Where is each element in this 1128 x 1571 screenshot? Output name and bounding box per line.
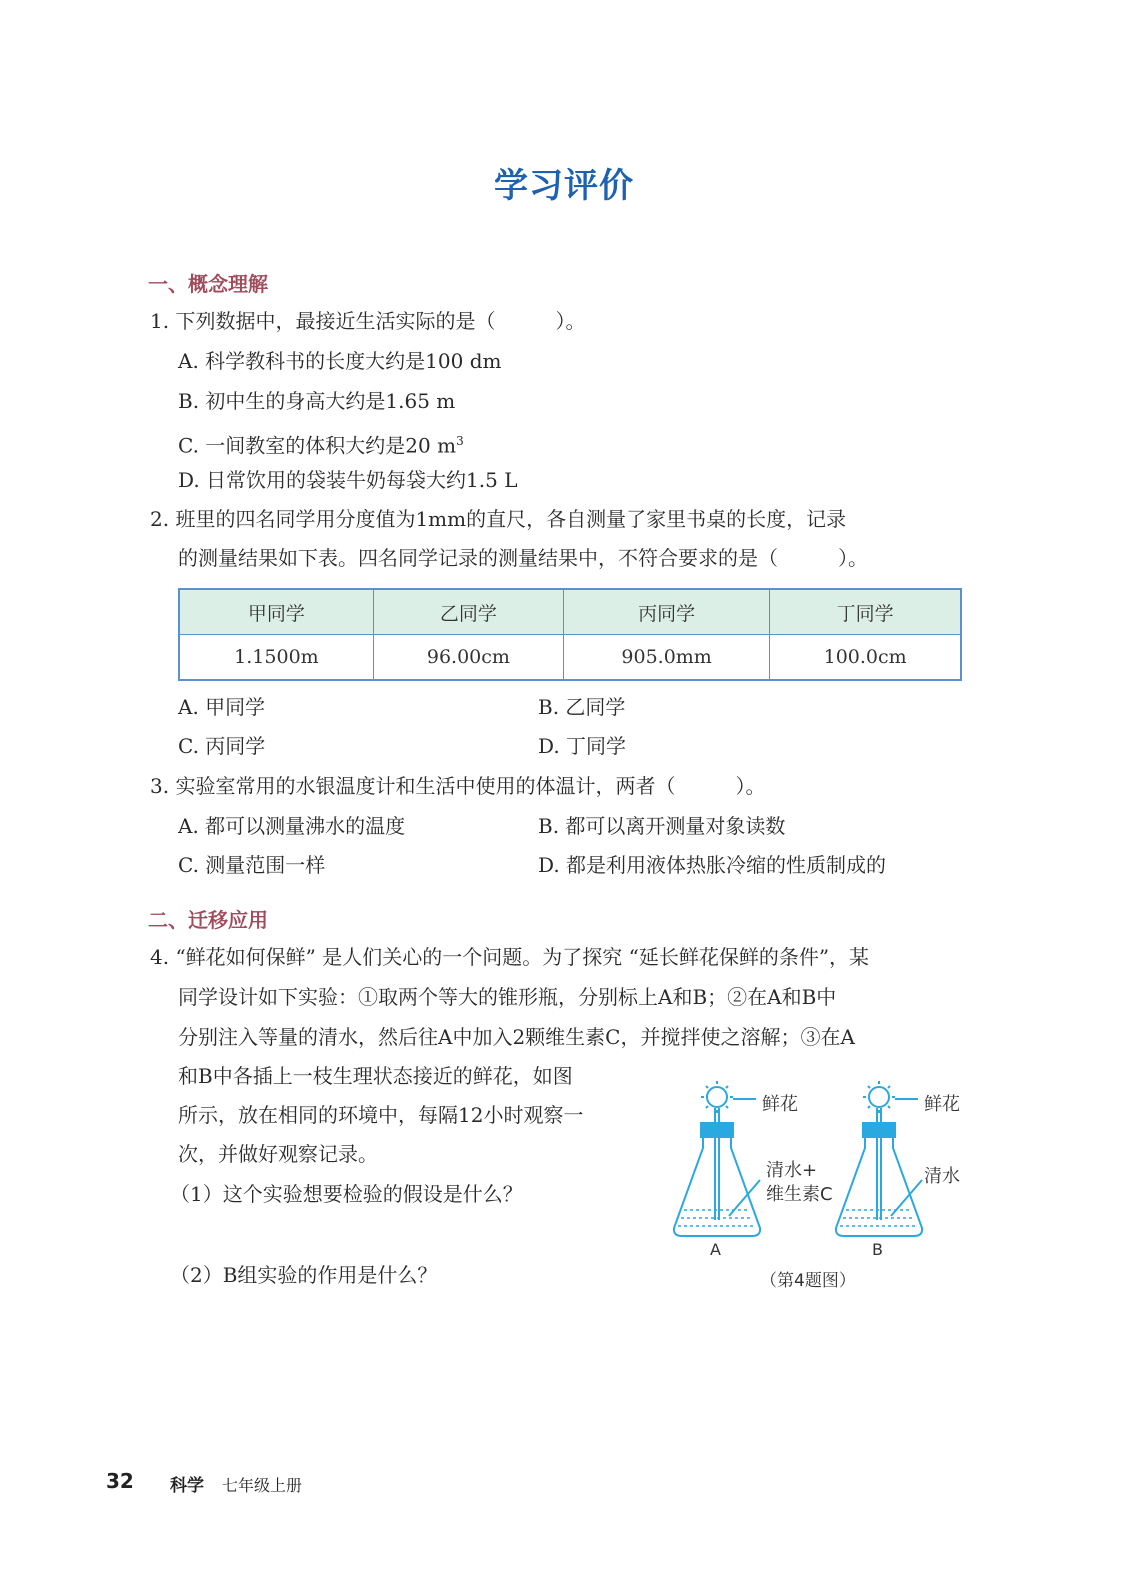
q4-sub1: （1）这个实验想要检验的假设是什么？: [170, 1182, 523, 1206]
q4-line3: 分别注入等量的清水，然后往A中加入2颗维生素C，并搅拌使之溶解；③在A: [178, 1025, 855, 1049]
footer-grade: 七年级上册: [222, 1476, 303, 1495]
q4-sub2: （2）B组实验的作用是什么？: [170, 1263, 438, 1287]
table-cell: 100.0cm: [770, 635, 961, 681]
table-cell: 1.1500m: [179, 635, 373, 681]
q4-line2: 同学设计如下实验：①取两个等大的锥形瓶，分别标上A和B；②在A和B中: [178, 985, 837, 1009]
figure-label-liquid-a-1: 清水+: [766, 1160, 818, 1181]
table-cell: 96.00cm: [373, 635, 563, 681]
q4-line6: 次，并做好观察记录。: [178, 1142, 378, 1166]
q2-stem-line1: 2. 班里的四名同学用分度值为1mm的直尺，各自测量了家里书桌的长度，记录: [150, 507, 847, 531]
figure-label-flower-b: 鲜花: [924, 1094, 960, 1115]
page-number: 32: [106, 1469, 134, 1493]
figure-label-flower-a: 鲜花: [762, 1094, 798, 1115]
q1-option-c-text: C. 一间教室的体积大约是20 m: [178, 433, 457, 458]
q1-option-a: A. 科学教科书的长度大约是100 dm: [178, 349, 502, 373]
table-header-cell: 丙同学: [563, 589, 769, 635]
q1-option-c-sup: 3: [456, 434, 464, 448]
table-header-cell: 甲同学: [179, 589, 373, 635]
figure-label-liquid-a-2: 维生素C: [766, 1184, 833, 1205]
q3-stem: 3. 实验室常用的水银温度计和生活中使用的体温计，两者（ ）。: [150, 774, 766, 798]
figure-label-liquid-b: 清水: [924, 1166, 960, 1187]
flower-b-petals: [863, 1081, 895, 1113]
q2-option-c: C. 丙同学: [178, 734, 266, 758]
q3-option-d: D. 都是利用液体热胀冷缩的性质制成的: [538, 853, 887, 877]
q3-option-a: A. 都可以测量沸水的温度: [178, 814, 406, 838]
footer-subject: 科学: [170, 1476, 204, 1496]
q4-line5: 所示，放在相同的环境中，每隔12小时观察一: [178, 1103, 584, 1127]
figure-caption: （第4题图）: [760, 1271, 856, 1291]
q1-option-c: [178, 428, 464, 459]
q1-option-d: D. 日常饮用的袋装牛奶每袋大约1.5 L: [178, 468, 518, 492]
table-cell: 905.0mm: [563, 635, 769, 681]
flower-b-icon: [869, 1087, 889, 1107]
figure-label-flask-b: B: [872, 1240, 883, 1259]
q4-line1: 4. “鲜花如何保鲜” 是人们关心的一个问题。为了探究 “延长鲜花保鲜的条件”，某: [150, 945, 870, 969]
measurement-table: [178, 588, 962, 681]
q2-stem-line2: 的测量结果如下表。四名同学记录的测量结果中，不符合要求的是（ ）。: [178, 546, 868, 570]
section-heading-concepts: 一、概念理解: [148, 272, 268, 296]
figure-label-flask-a: A: [710, 1240, 721, 1259]
flower-a-petals: [701, 1081, 733, 1113]
q3-option-b: B. 都可以离开测量对象读数: [538, 814, 786, 838]
q1-stem: 1. 下列数据中，最接近生活实际的是（ ）。: [150, 309, 586, 333]
q4-line4: 和B中各插上一枝生理状态接近的鲜花，如图: [178, 1064, 573, 1088]
q3-option-c: C. 测量范围一样: [178, 853, 326, 877]
flask-b: [836, 1081, 922, 1236]
flask-a: [674, 1081, 760, 1236]
table-header-cell: 丁同学: [770, 589, 961, 635]
q1-option-b: B. 初中生的身高大约是1.65 m: [178, 389, 456, 413]
table-header-cell: 乙同学: [373, 589, 563, 635]
q2-option-b: B. 乙同学: [538, 695, 626, 719]
table-row: [179, 635, 961, 681]
page-title: 学习评价: [494, 166, 634, 206]
q2-option-d: D. 丁同学: [538, 734, 627, 758]
section-heading-application: 二、迁移应用: [148, 908, 268, 932]
table-header-row: [179, 589, 961, 635]
q2-option-a: A. 甲同学: [178, 695, 266, 719]
flower-a-icon: [707, 1087, 727, 1107]
